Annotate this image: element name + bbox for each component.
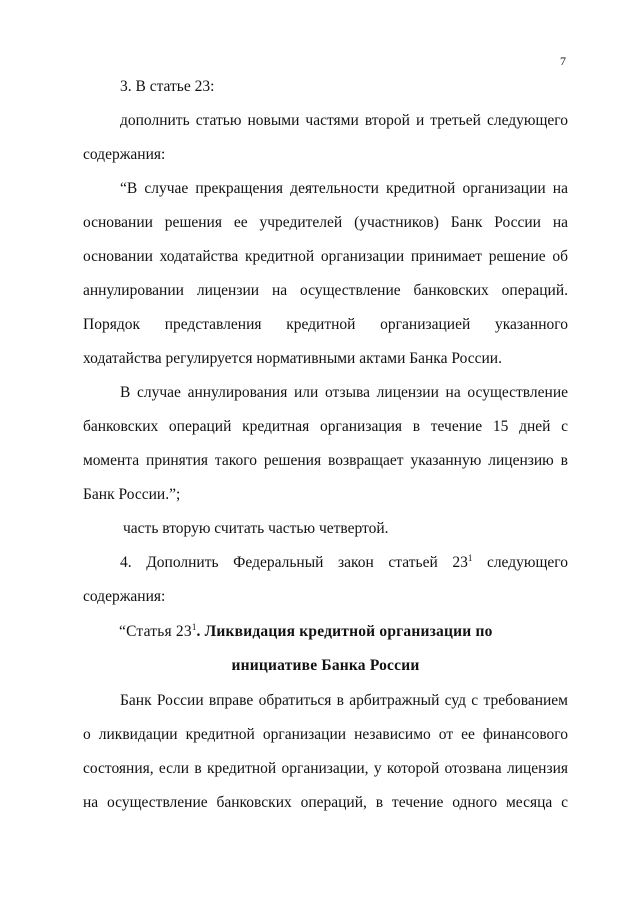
item4-title-tail: следующего [472, 554, 568, 571]
item3-intro-line2: содержания: [83, 146, 166, 163]
quote-p2-line1: В случае аннулирования или отзыва лицензии на осуществление [120, 384, 568, 401]
quote-p2-line4: Банк России.”; [83, 486, 181, 503]
item3-intro-line1: дополнить статью новыми частями второй и третьей следующего [120, 112, 568, 129]
quote-p1-line1: “В случае прекращения деятельности кредитной организации на [120, 180, 568, 197]
quote-p1-line3: основании ходатайства кредитной организации принимает решение об [83, 248, 568, 265]
article-heading-line2: инициативе Банка России [231, 657, 420, 674]
article-heading-rest: . Ликвидация кредитной организации по [196, 623, 493, 640]
item4-title-sup: 1 [467, 553, 473, 563]
item4-title-line1 [120, 553, 568, 573]
item3-renumber: часть вторую считать частью четвертой. [123, 520, 389, 537]
quote-p1-line5: Порядок представления кредитной организацией указанного [83, 316, 568, 333]
article-body-line1: Банк России вправе обратиться в арбитражный суд с требованием [120, 692, 568, 709]
article-body-line3: состояния, если в кредитной организации, у которой отозвана лицензия [83, 760, 568, 777]
article-body-line4: на осуществление банковских операций, в течение одного месяца с [83, 794, 568, 811]
page-number: 7 [560, 54, 566, 68]
article-body-line2: о ликвидации кредитной организации независимо от ее финансового [83, 726, 568, 743]
article-heading-sup: 1 [191, 622, 197, 632]
quote-p2-line3: момента принятия такого решения возвращает указанную лицензию в [83, 452, 568, 469]
quote-p1-line6: ходатайства регулируется нормативными актами Банка России. [83, 350, 502, 367]
quote-p2-line2: банковских операций кредитная организация в течение 15 дней с [83, 418, 568, 435]
item3-title: 3. В статье 23: [120, 78, 215, 95]
item4-title-text: 4. Дополнить Федеральный закон статьей 23 [120, 554, 468, 571]
article-heading-line1 [119, 622, 568, 642]
item4-title-line2: содержания: [83, 588, 166, 605]
quote-p1-line4: аннулировании лицензии на осуществление банковских операций. [83, 282, 568, 299]
quote-p1-line2: основании решения ее учредителей (участников) Банк России на [83, 214, 568, 231]
article-heading-prefix: “Статья 23 [119, 623, 192, 640]
